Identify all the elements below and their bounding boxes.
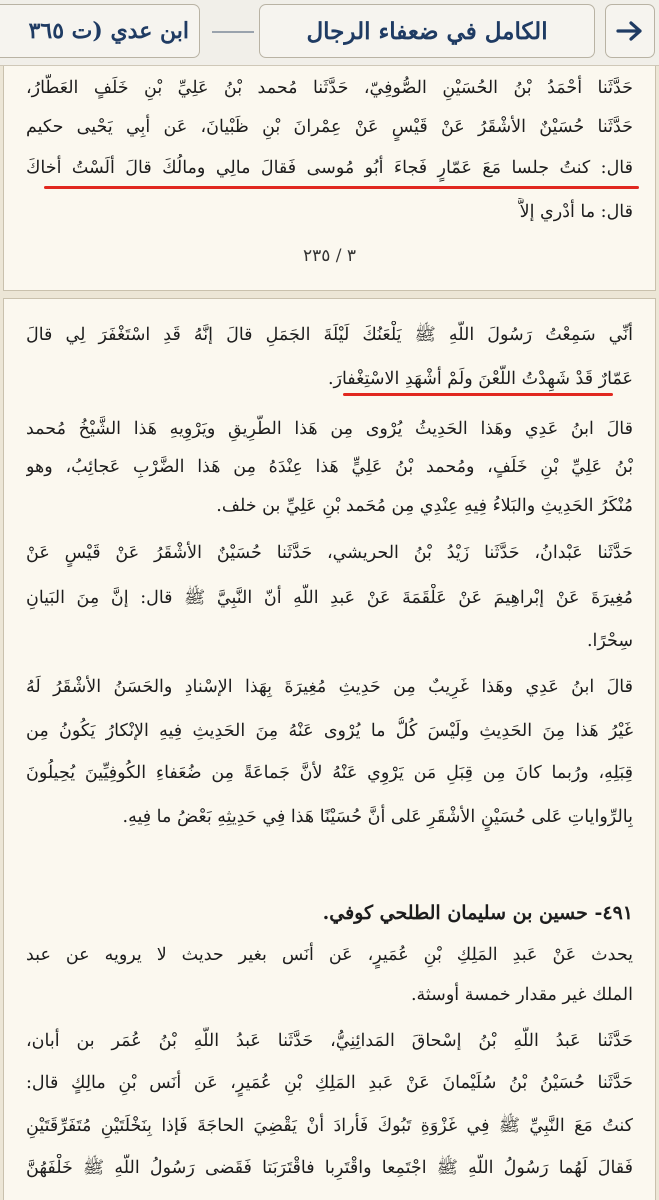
text-line: عَمّارٌ قَدْ شَهِدْتُ اللَّعْنَ ولَمْ أشْهَدِ الاسْتِغْفارَ. — [327, 369, 633, 389]
section-heading: ٤٩١- حسين بن سليمان الطلحي كوفي. — [322, 902, 633, 924]
title-separator — [212, 31, 254, 33]
arrow-right-icon — [616, 20, 644, 42]
text-line: بْنُ عَلِيِّ بْنِ خَلَفٍ، ومُحمد بْنُ عَلِيٍّ هَذا عِنْدَهُ مِن هَذا الضَّرْبِ عَجائِبُ، وهو — [26, 457, 633, 477]
text-line: الملك غير مقدار خمسة أوسثة. — [410, 985, 633, 1005]
text-line: مُغِيرَةَ عَنْ إبْراهِيمَ عَنْ عَلْقَمَةَ عَنْ عَبدِ اللَّهِ أنّ النَّبِيَّ ﷺ قال: إنَّ مِنَ البَيانِ — [26, 588, 633, 608]
text-line: بِالرِّواياتِ عَلى حُسَيْنٍ الأشْقَرِ عَلى أنَّ حُسَيْنًا هَذا فِي حَدِيثِهِ بَعْضُ ما فِيهِ. — [122, 807, 633, 827]
text-line: حَدَّثَنا أحْمَدُ بْنُ الحُسَيْنِ الصُّوفِيّ، حَدَّثَنا مُحمد بْنُ عَلِيِّ بْنِ خَلَفٍ العَطّارُ، — [26, 78, 633, 98]
text-line: سِحْرًا. — [586, 631, 633, 651]
text-line: قالَ ابنُ عَدِي وهَذا غَرِيبٌ مِن حَدِيثِ مُغِيرَةَ بِهَذا الإسْنادِ والحَسَنُ الأشْقَرُ لَهُ — [26, 677, 633, 697]
text-line: حَدَّثَنا عَبدُ اللَّهِ بْنُ إسْحاقَ المَدائِنِيُّ، حَدَّثَنا عَبدُ اللَّهِ بْنُ عُمَر بن أبان، — [26, 1031, 633, 1051]
back-arrow-button[interactable] — [605, 4, 655, 58]
text-line: مُنْكَرُ الحَدِيثِ والبَلاءُ فِيهِ عِنْدِي مِن مُحَمد بْنِ عَلِيِّ بن خلف. — [216, 496, 633, 516]
text-line: يحدث عَنْ عَبدِ المَلِكِ بْنِ عُمَيرٍ، عَن أنَس بغير حديث لا يرويه عن عبد — [26, 945, 633, 965]
text-line: قال: ما أدْري إلاَّ — [519, 202, 633, 222]
author-name[interactable]: ابن عدي (ت ٣٦٥ — [0, 4, 200, 58]
page-number: ٣ / ٢٣٥ — [302, 246, 357, 266]
page-previous — [3, 66, 656, 291]
text-line: حَدَّثَنا حُسَيْنٌ الأشْقَرُ عَنْ قَيْسٍ عَنْ عِمْرانَ بْنِ ظَبْيانَ، عَن أبِي يَحْيى حكيم — [26, 117, 633, 137]
highlight-underline — [343, 393, 613, 396]
text-line: حَدَّثَنا عَبْدانُ، حَدَّثَنا زَيْدُ بْنُ الحريشي، حَدَّثَنا حُسَيْنٌ الأشْقَرُ عَنْ قَيْسٍ عَنْ — [26, 543, 633, 563]
text-line: كنتُ مَعَ النَّبِيِّ ﷺ فِي غَزْوَةِ تَبُوكَ فَأرادَ أنْ يَقْضِيَ الحاجَةَ فَإذا بِنَخْلَتَيْنِ مُتَفَرِّقَتَيْنِ — [26, 1116, 633, 1136]
text-line: فَقالَ لَهُما رَسُولُ اللَّهِ ﷺ اجْتَمِعا واقْتَرِبا فاقْتَرَبَتا فَقَضى رَسُولُ اللَّهِ ﷺ خَلْفَهُنَّ — [26, 1158, 633, 1178]
text-line: حَدَّثَنا حُسَيْنُ بْنُ سُلَيْمانَ عَنْ عَبدِ المَلِكِ بْنِ عُمَيرٍ، عَن أنَس بْنِ مالِكٍ قال: — [26, 1073, 633, 1093]
text-line: أنِّي سَمِعْتُ رَسُولَ اللَّهِ ﷺ يَلْعَنُكَ لَيْلَةَ الجَمَلِ قالَ إنَّهُ قَدِ اسْتَغْفَرَ لِي قالَ — [26, 325, 633, 345]
text-line: قِبَلِهِ، ورُبما كانَ مِن قِبَلِ مَن يَرْوِي عَنْهُ لأنَّ جَماعَةً مِن ضُعَفاءِ الكُوفِيِّينَ يُحِيلُونَ — [26, 763, 633, 783]
highlight-underline — [44, 186, 639, 189]
text-line: قالَ ابنُ عَدِي وهَذا الحَدِيثُ يُرْوى مِن هَذا الطَّرِيقِ ويَرْوِيهِ هَذا الشَّيْخُ مُحمد — [26, 419, 633, 439]
text-line: قال: كنتُ جلسا مَعَ عَمّارٍ فَجاءَ أبُو مُوسى فَقالَ مالِي ومالُكَ قالَ ألَسْتُ أخاكَ — [26, 158, 633, 178]
text-line: غَيْرُ هَذا مِنَ الحَدِيثِ ولَيْسَ كُلُّ ما يُرْوى عَنْهُ مِنَ الحَدِيثِ فِيهِ الإنْكارُ يَكُونُ مِن — [26, 721, 633, 741]
book-title[interactable]: الكامل في ضعفاء الرجال — [259, 4, 595, 58]
top-toolbar — [0, 0, 659, 66]
page-current — [3, 298, 656, 1200]
